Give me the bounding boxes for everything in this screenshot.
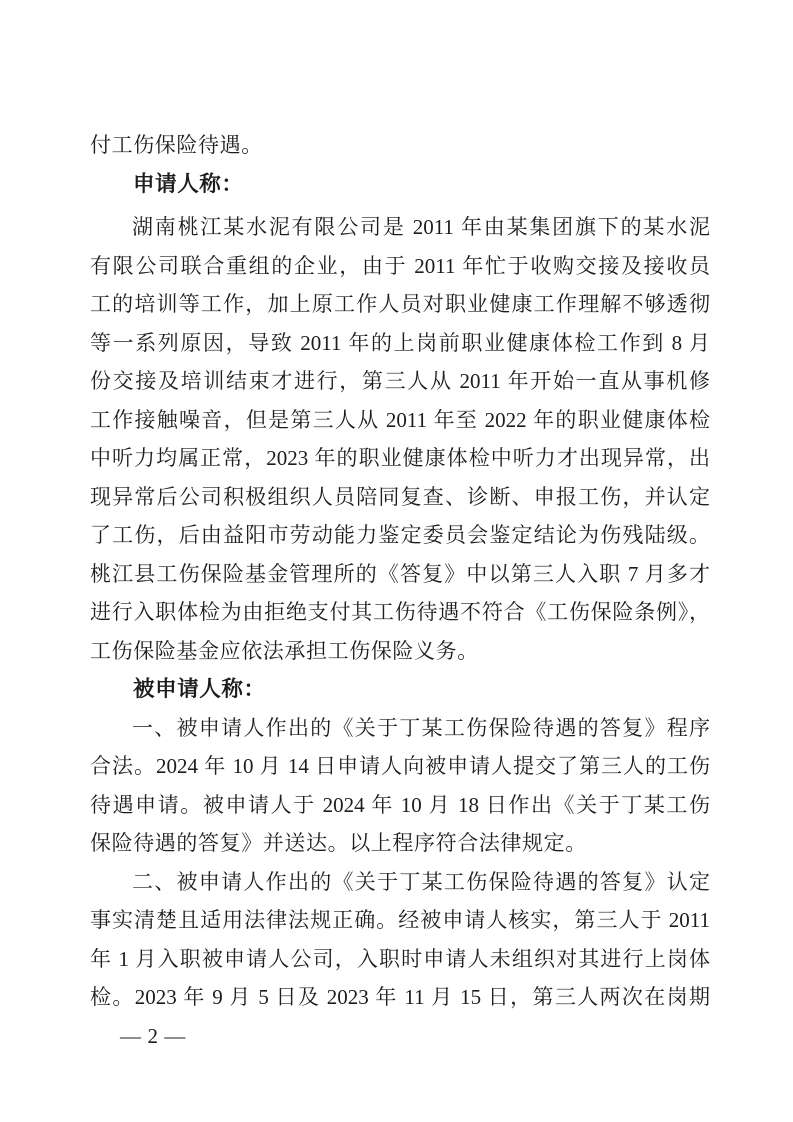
section-heading-applicant: 申请人称： xyxy=(133,171,244,196)
text-line: 现异常后公司积极组织人员陪同复查、诊断、申报工伤，并认定 xyxy=(90,484,710,509)
text-line: 合法。2024 年 10 月 14 日申请人向被申请人提交了第三人的工伤 xyxy=(90,754,710,778)
text-line: 工的培训等工作，加上原工作人员对职业健康工作理解不够透彻 xyxy=(90,292,710,316)
text-line: 待遇申请。被申请人于 2024 年 10 月 18 日作出《关于丁某工伤 xyxy=(90,792,710,817)
text-line: 进行入职体检为由拒绝支付其工伤待遇不符合《工伤保险条例》， xyxy=(90,600,710,624)
text-line: 一、被申请人作出的《关于丁某工伤保险待遇的答复》程序 xyxy=(132,715,710,740)
text-line-continuation: 付工伤保险待遇。 xyxy=(90,133,263,157)
text-line-paragraph-end: 工伤保险基金应依法承担工伤保险义务。 xyxy=(90,638,479,663)
text-line: 湖南桃江某水泥有限公司是 2011 年由某集团旗下的某水泥 xyxy=(132,215,710,239)
page-number: — 2 — xyxy=(120,1023,186,1048)
text-line: 份交接及培训结束才进行，第三人从 2011 年开始一直从事机修 xyxy=(90,369,710,393)
document-body xyxy=(90,0,710,1055)
text-line: 工作接触噪音，但是第三人从 2011 年至 2022 年的职业健康体检 xyxy=(90,407,710,432)
text-line: 有限公司联合重组的企业，由于 2011 年忙于收购交接及接收员 xyxy=(90,253,710,278)
text-line: 了工伤，后由益阳市劳动能力鉴定委员会鉴定结论为伤残陆级。 xyxy=(90,523,710,547)
text-line: 中听力均属正常，2023 年的职业健康体检中听力才出现异常，出 xyxy=(90,446,710,470)
section-heading-respondent: 被申请人称： xyxy=(133,677,266,701)
text-line-paragraph-end: 保险待遇的答复》并送达。以上程序符合法律规定。 xyxy=(90,831,587,855)
text-line: 检。2023 年 9 月 5 日及 2023 年 11 月 15 日，第三人两次在岗期 xyxy=(90,985,710,1009)
text-line: 二、被申请人作出的《关于丁某工伤保险待遇的答复》认定 xyxy=(132,869,710,894)
text-line: 事实清楚且适用法律法规正确。经被申请人核实，第三人于 2011 xyxy=(90,908,710,932)
text-line: 桃江县工伤保险基金管理所的《答复》中以第三人入职 7 月多才 xyxy=(90,561,710,586)
text-line: 年 1 月入职被申请人公司，入职时申请人未组织对其进行上岗体 xyxy=(90,946,710,971)
text-line: 等一系列原因，导致 2011 年的上岗前职业健康体检工作到 8 月 xyxy=(90,330,710,355)
